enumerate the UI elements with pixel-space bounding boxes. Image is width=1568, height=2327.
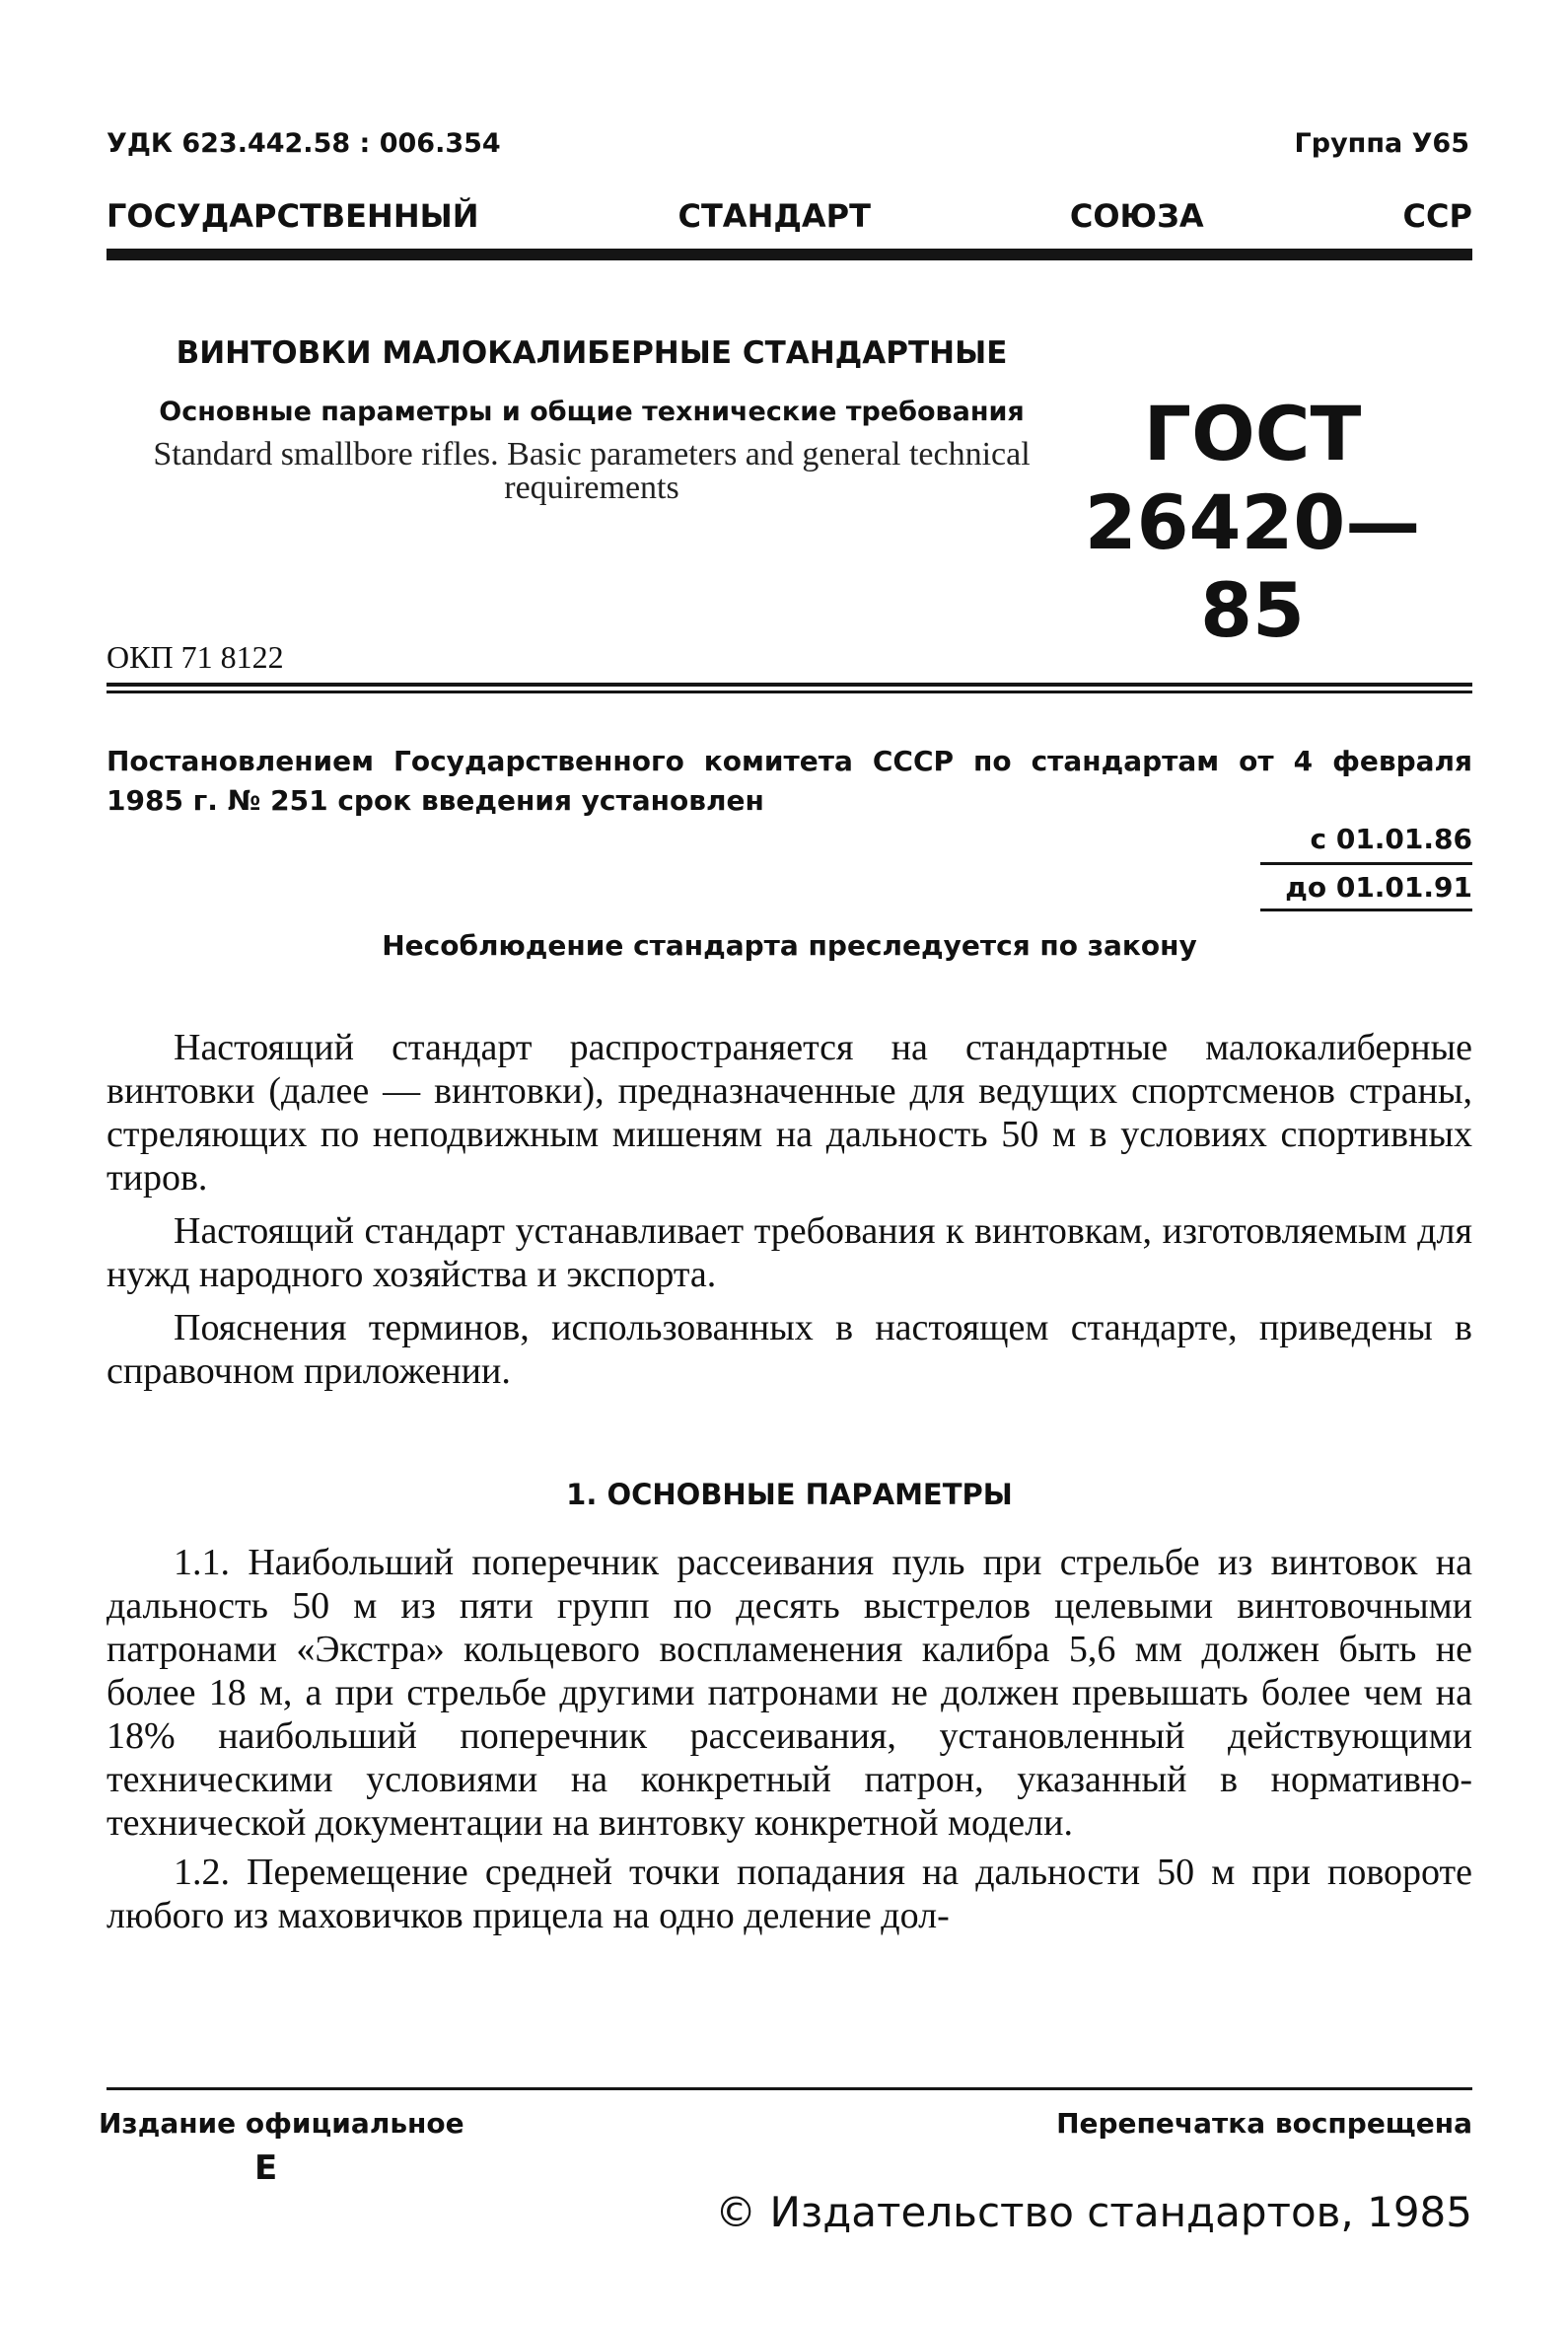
section-heading: 1. ОСНОВНЫЕ ПАРАМЕТРЫ xyxy=(566,1478,1013,1511)
date-from: с 01.01.86 xyxy=(1310,823,1472,855)
effective-dates xyxy=(1260,821,1472,911)
double-divider xyxy=(107,683,1472,693)
gost-label: ГОСТ xyxy=(1143,390,1362,477)
title-block xyxy=(148,335,1035,505)
udk-code: УДК 623.442.58 : 006.354 xyxy=(107,128,501,159)
date-divider xyxy=(1260,862,1472,865)
group-code: Группа У65 xyxy=(1294,128,1469,159)
banner-word: ССР xyxy=(1402,197,1472,235)
paragraph: 1.1. Наибольший поперечник рассеивания пуль при стрельбе из винтовок на дальность 50 м из пяти групп по десять выстрелов целевыми винтовочными патронами «Экстра» кольцевого воспламенения калибра 5,6 мм должен быть не более 18 м, а при стрельбе другими патронами не должен превышать более чем на 18% наибольший поперечник рассеивания, установленный действующими техническими условиями на конкретный патрон, указанный в нормативно-технической документации на винтовку конкретной модели. xyxy=(107,1542,1472,1844)
paragraph: Пояснения терминов, использованных в настоящем стандарте, приведены в справочном приложении. xyxy=(107,1307,1472,1392)
decree-text: Постановлением Государственного комитета СССР по стандартам от 4 февраля 1985 г. № 251 срок введения установлен xyxy=(107,745,1472,817)
paragraph: Настоящий стандарт устанавливает требования к винтовкам, изготовляемым для нужд народного хозяйства и экспорта. xyxy=(107,1210,1472,1295)
publisher-line: © Издательство стандартов, 1985 xyxy=(715,2188,1472,2236)
document-title: ВИНТОВКИ МАЛОКАЛИБЕРНЫЕ СТАНДАРТНЫЕ xyxy=(176,335,1008,371)
gost-number: 26420—85 xyxy=(1084,478,1421,654)
intro-text xyxy=(107,1026,1472,1403)
banner-word: СТАНДАРТ xyxy=(677,197,871,235)
edition-letter: Е xyxy=(254,2148,278,2188)
banner-word: ГОСУДАРСТВЕННЫЙ xyxy=(107,197,479,235)
legal-warning: Несоблюдение стандарта преследуется по закону xyxy=(382,929,1197,962)
english-title: Standard smallbore rifles. Basic parameters and general technical requirements xyxy=(153,436,1031,506)
date-underline xyxy=(1260,909,1472,911)
document-subtitle: Основные параметры и общие технические требования xyxy=(159,397,1025,427)
header-divider xyxy=(107,249,1472,260)
date-to: до 01.01.91 xyxy=(1285,871,1472,904)
state-standard-banner xyxy=(107,197,1472,235)
edition-label: Издание официальное xyxy=(99,2107,464,2140)
paragraph: Настоящий стандарт распространяется на стандартные малокалиберные винтовки (далее — винтовки), предназначенные для ведущих спортсменов страны, стреляющих по неподвижным мишеням на дальность 50 м в условиях спортивных тиров. xyxy=(107,1027,1472,1199)
okp-code: ОКП 71 8122 xyxy=(107,639,284,675)
banner-word: СОЮЗА xyxy=(1069,197,1204,235)
footer-divider xyxy=(107,2087,1472,2090)
paragraph: 1.2. Перемещение средней точки попадания на дальности 50 м при повороте любого из маховичков прицела на одно деление дол- xyxy=(107,1852,1472,1936)
reprint-notice: Перепечатка воспрещена xyxy=(1056,2107,1472,2140)
section-text xyxy=(107,1541,1472,1943)
